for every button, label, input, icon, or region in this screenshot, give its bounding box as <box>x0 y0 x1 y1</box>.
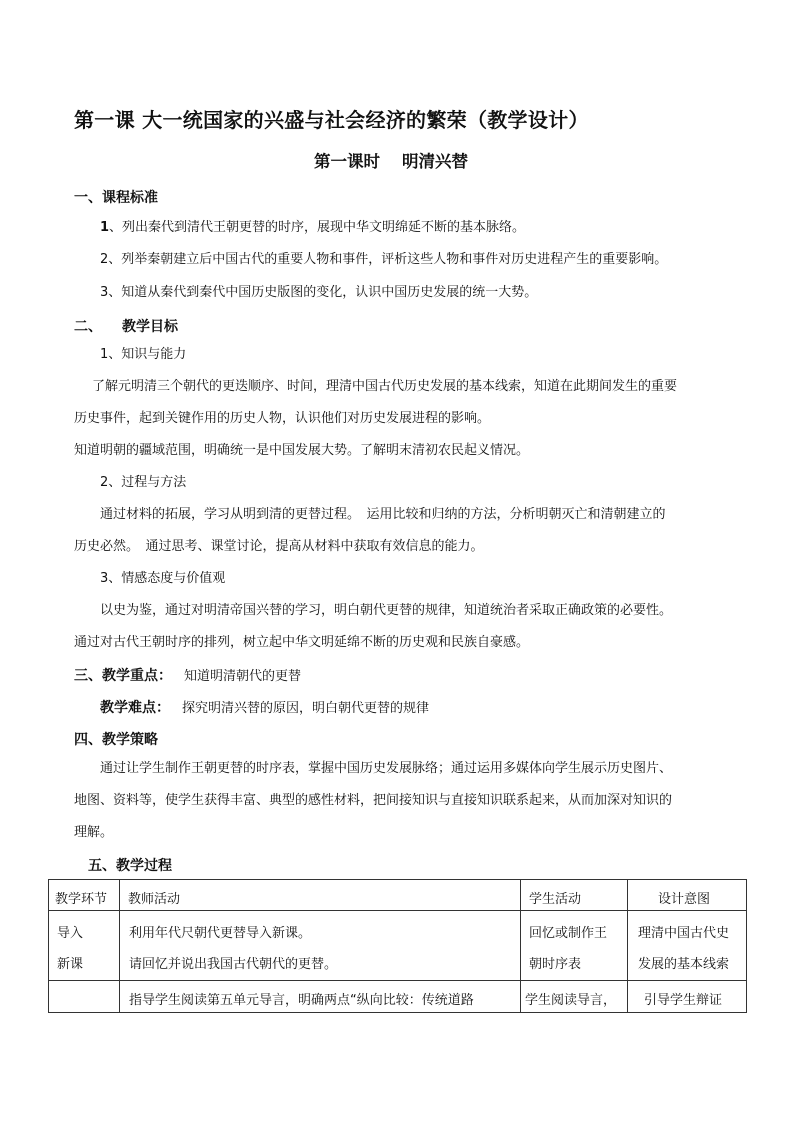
subtitle-period: 第一课时 <box>314 152 380 171</box>
strategy-para-c: 理解。 <box>74 825 114 840</box>
difficulty-text: 探究明清兴替的原因，明白朝代更替的规律 <box>182 701 430 716</box>
section-heading-curriculum: 一、课程标准 <box>74 190 158 206</box>
design-intent-a: 理清中国古代史 <box>638 926 730 941</box>
key-point-text: 知道明清朝代的更替 <box>184 669 302 684</box>
objective-knowledge-para-2: 知道明朝的疆域范围，明确统一是中国发展大势。了解明末清初农民起义情况。 <box>74 443 530 458</box>
objective-emotion-title: 3、情感态度与价值观 <box>100 571 226 586</box>
header-cell <box>521 880 628 911</box>
objective-emotion-para-b: 通过对古代王朝时序的排列，树立起中华文明延绵不断的历史观和民族自豪感。 <box>74 635 530 650</box>
section-heading-process: 五、教学过程 <box>88 858 172 874</box>
table-cell <box>49 911 120 981</box>
design-intent-b: 发展的基本线索 <box>638 957 730 972</box>
teacher-activity: 指导学生阅读第五单元导言，明确两点“纵向比较：传统道路 <box>129 993 474 1008</box>
teacher-activity-a: 利用年代尺朝代更替导入新课。 <box>129 926 312 941</box>
objective-emotion-para-a: 以史为鉴，通过对明清帝国兴替的学习，明白朝代更替的规律，知道统治者采取正确政策的必要性。 <box>100 603 673 618</box>
objectives-number: 二、 <box>74 319 102 335</box>
table-cell <box>628 981 747 1013</box>
header-student: 学生活动 <box>529 892 582 907</box>
table-cell <box>49 981 120 1013</box>
curriculum-item-1 <box>100 220 525 236</box>
difficulty-line <box>100 697 429 717</box>
table-cell <box>628 911 747 981</box>
stage-text-a: 导入 <box>57 926 84 941</box>
stage-text-b: 新课 <box>57 957 84 972</box>
strategy-para-a: 通过让学生制作王朝更替的时序表，掌握中国历史发展脉络；通过运用多媒体向学生展示历史图片、 <box>100 761 673 776</box>
curriculum-item-3: 3、知道从秦代到秦代中国历史版图的变化，认识中国历史发展的统一大势。 <box>100 285 538 300</box>
header-cell <box>120 880 521 911</box>
student-activity-b: 朝时序表 <box>529 957 582 972</box>
key-point-label: 三、教学重点： <box>74 668 172 684</box>
student-activity: 学生阅读导言， <box>525 993 617 1008</box>
header-stage: 教学环节 <box>55 892 108 907</box>
header-cell <box>628 880 747 911</box>
objective-method-para-b: 历史必然。 通过思考、课堂讨论，提高从材料中获取有效信息的能力。 <box>74 539 484 554</box>
section-heading-strategy: 四、教学策略 <box>74 732 158 748</box>
objective-knowledge-para-1b: 历史事件，起到关键作用的历史人物，认识他们对历史发展进程的影响。 <box>74 411 491 426</box>
objective-method-para-a: 通过材料的拓展，学习从明到清的更替过程。 运用比较和归纳的方法，分析明朝灭亡和清朝建立的 <box>100 507 666 522</box>
table-cell <box>521 981 628 1013</box>
design-intent: 引导学生辩证 <box>644 993 723 1008</box>
table-header-row <box>49 880 747 911</box>
table-cell <box>120 911 521 981</box>
difficulty-label: 教学难点： <box>100 700 170 716</box>
key-point-line <box>74 665 301 685</box>
subtitle-topic: 明清兴替 <box>402 152 468 171</box>
teaching-process-table <box>48 879 747 1013</box>
document-title: 第一课 大一统国家的兴盛与社会经济的繁荣（教学设计） <box>74 108 589 132</box>
table-cell <box>521 911 628 981</box>
table-cell <box>120 981 521 1013</box>
header-teacher: 教师活动 <box>128 892 181 907</box>
table-row <box>49 981 747 1013</box>
table-row <box>49 911 747 981</box>
header-intent: 设计意图 <box>658 892 711 907</box>
curriculum-item-2: 2、列举秦朝建立后中国古代的重要人物和事件，评析这些人物和事件对历史进程产生的重要影响。 <box>100 252 668 267</box>
student-activity-a: 回忆或制作王 <box>529 926 608 941</box>
strategy-para-b: 地图、资料等，使学生获得丰富、典型的感性材料，把间接知识与直接知识联系起来，从而加深对知识的 <box>74 793 673 808</box>
section-heading-objectives <box>74 316 178 336</box>
objective-knowledge-title: 1、知识与能力 <box>100 347 187 362</box>
objectives-text: 教学目标 <box>122 319 178 335</box>
curriculum-item-1-text: 、列出秦代到清代王朝更替的时序，展现中华文明绵延不断的基本脉络。 <box>109 220 526 235</box>
header-cell <box>49 880 120 911</box>
objective-knowledge-para-1a: 了解元明清三个朝代的更迭顺序、时间，理清中国古代历史发展的基本线索，知道在此期间发生的重要 <box>92 379 678 394</box>
document-subtitle <box>314 148 468 172</box>
objective-method-title: 2、过程与方法 <box>100 475 187 490</box>
curriculum-item-1-number: 1 <box>100 220 110 235</box>
teacher-activity-b: 请回忆并说出我国古代朝代的更替。 <box>129 957 338 972</box>
